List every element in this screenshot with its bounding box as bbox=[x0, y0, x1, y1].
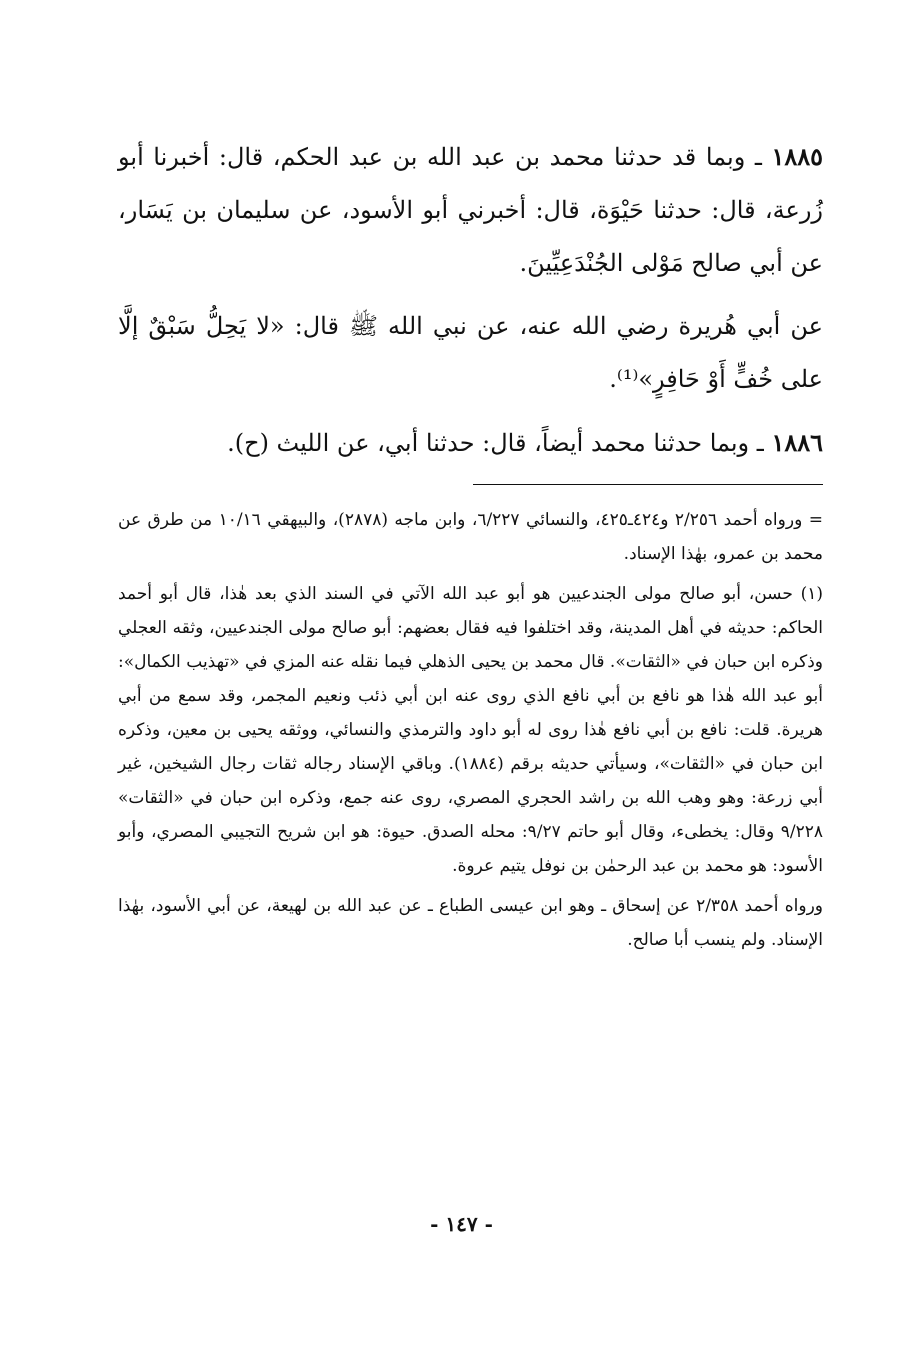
page-number: - ١٤٧ - bbox=[430, 1212, 493, 1236]
footnote-continuation: = ورواه أحمد ٢/٢٥٦ و٤٢٤ـ٤٢٥، والنسائي ٦/٢٢٧، وابن ماجه (٢٨٧٨)، والبيهقي ١٠/١٦ من طرق عن محمد بن عمرو، بهٰذا الإسناد. bbox=[118, 510, 823, 564]
footnote-text: حسن، أبو صالح مولى الجندعيين هو أبو عبد الله الآتي في السند الذي بعد هٰذا، قال أبو أحمد الحاكم: حديثه في أهل المدينة، وقد اختلفوا فيه فقال بعضهم: أبو صالح مولى الجندعيين، وثقه العجلي وذكره ابن حبان في «الثقات». قال محمد بن يحيى الذهلي فيما نقله عنه المزي في «تهذيب الكمال»: أبو عبد الله هٰذا هو نافع بن أبي نافع الذي روى عنه ابن أبي ذئب ونعيم المجمر، وقد سمع من أبي هريرة. قلت: نافع بن أبي نافع هٰذا روى له أبو داود والترمذي والنسائي، ووثقه يحيى بن معين، وذكره ابن حبان في «الثقات»، وسيأتي حديثه برقم (١٨٨٤). وباقي الإسناد رجاله ثقات رجال الشيخين، غير أبي زرعة: وهو وهب الله بن راشد الحجري المصري، روى عنه جمع، وذكره ابن حبان في «الثقات» ٩/٢٢٨ وقال: يخطىء، وقال أبو حاتم ٩/٢٧: محله الصدق. حيوة: هو ابن شريح التجيبي المصري، وأبو الأسود: هو محمد بن عبد الرحمٰن بن نوفل يتيم عروة. bbox=[118, 584, 824, 876]
hadith-1886 bbox=[118, 416, 823, 470]
footnote-1 bbox=[118, 577, 823, 883]
page-content bbox=[118, 130, 823, 963]
hadith-number: ١٨٨٥ bbox=[771, 142, 823, 171]
hadith-1885-matn: عن أبي هُريرة رضي الله عنه، عن نبي الله ﷺ قال: «لا يَحِلُّ سَبْقٌ إلَّا على خُفٍّ أَوْ حَافِرٍ»⁽¹⁾. bbox=[118, 312, 823, 393]
hadith-text: ـ وبما حدثنا محمد أيضاً، قال: حدثنا أبي، عن الليث (ح). bbox=[227, 429, 772, 457]
hadith-1885-isnad bbox=[118, 130, 823, 290]
footnote-1-continued: ورواه أحمد ٢/٣٥٨ عن إسحاق ـ وهو ابن عيسى الطباع ـ عن عبد الله بن لهيعة، عن أبي الأسود، بهٰذا الإسناد. ولم ينسب أبا صالح. bbox=[118, 896, 823, 950]
hadith-isnad-text: ـ وبما قد حدثنا محمد بن عبد الله بن عبد الحكم، قال: أخبرنا أبو زُرعة، قال: حدثنا حَيْوَة، قال: أخبرني أبو الأسود، عن سليمان بن يَسَار، عن أبي صالح مَوْلى الجُنْدَعِيِّينَ. bbox=[118, 143, 823, 277]
hadith-number: ١٨٨٦ bbox=[771, 428, 823, 457]
footnote-label: (١) bbox=[800, 584, 823, 604]
footnote-separator bbox=[473, 484, 823, 485]
